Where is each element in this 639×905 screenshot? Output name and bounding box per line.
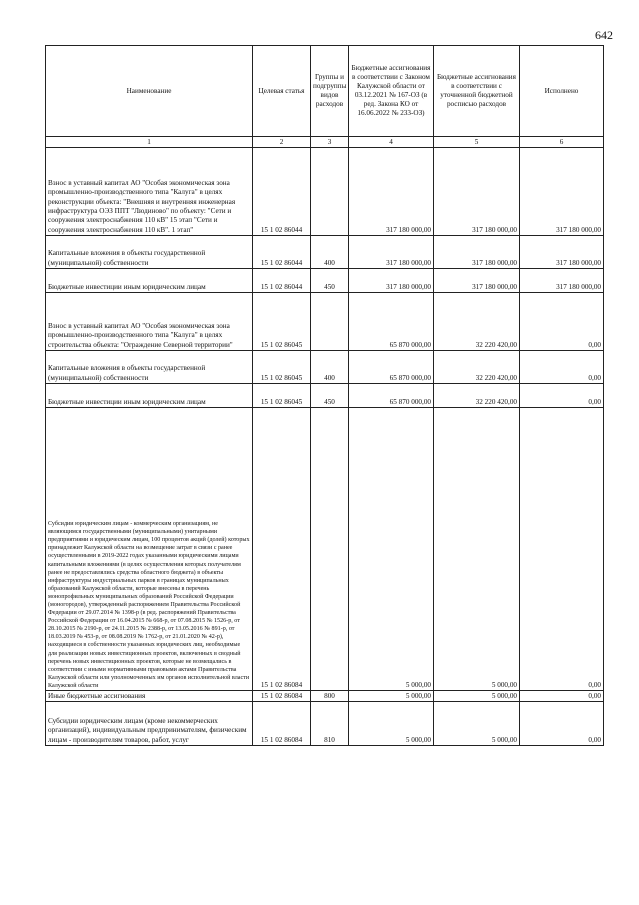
row-refined: 317 180 000,00: [434, 269, 520, 293]
row-executed: 0,00: [520, 691, 604, 702]
row-code: 15 1 02 86084: [253, 702, 311, 746]
table-row: [46, 384, 604, 408]
column-number: 6: [520, 137, 604, 148]
column-number: 4: [349, 137, 434, 148]
header-row: [46, 46, 604, 137]
header-refined: Бюджетные ассигнования в соответствии с уточненной бюджетной росписью расходов: [434, 46, 520, 137]
column-number-row: [46, 137, 604, 148]
row-name: Бюджетные инвестиции иным юридическим лицам: [46, 269, 253, 293]
table-row: [46, 148, 604, 236]
row-refined: 317 180 000,00: [434, 148, 520, 236]
row-code: 15 1 02 86044: [253, 236, 311, 269]
header-name: Наименование: [46, 46, 253, 137]
table-row: [46, 293, 604, 351]
row-code: 15 1 02 86084: [253, 408, 311, 691]
row-code: 15 1 02 86044: [253, 269, 311, 293]
row-executed: 317 180 000,00: [520, 269, 604, 293]
header-law: Бюджетные ассигнования в соответствии с Законом Калужской области от 03.12.2021 № 167-ОЗ (в ред. Закона КО от 16.06.2022 № 233-ОЗ): [349, 46, 434, 137]
row-group: 450: [311, 384, 349, 408]
row-group: 450: [311, 269, 349, 293]
budget-table: [45, 45, 604, 746]
row-group: 800: [311, 691, 349, 702]
table-row: [46, 702, 604, 746]
row-group: [311, 408, 349, 691]
table-row: [46, 236, 604, 269]
row-executed: 0,00: [520, 702, 604, 746]
row-refined: 5 000,00: [434, 702, 520, 746]
row-name: Капитальные вложения в объекты государственной (муниципальной) собственности: [46, 351, 253, 384]
row-refined: 32 220 420,00: [434, 293, 520, 351]
column-number: 2: [253, 137, 311, 148]
row-executed: 0,00: [520, 351, 604, 384]
row-name: Взнос в уставный капитал АО "Особая экономическая зона промышленно-производственного типа "Калуга" в целях строительства объекта: "Ограждение Северной территории": [46, 293, 253, 351]
row-code: 15 1 02 86045: [253, 293, 311, 351]
row-group: 400: [311, 351, 349, 384]
header-target: Целевая статья: [253, 46, 311, 137]
header-executed: Исполнено: [520, 46, 604, 137]
row-law: 317 180 000,00: [349, 148, 434, 236]
row-executed: 0,00: [520, 384, 604, 408]
row-name: Субсидии юридическим лицам (кроме некоммерческих организаций), индивидуальным предпринимателям, физическим лицам - производителям товаров, работ, услуг: [46, 702, 253, 746]
column-number: 3: [311, 137, 349, 148]
row-code: 15 1 02 86084: [253, 691, 311, 702]
row-law: 65 870 000,00: [349, 293, 434, 351]
row-refined: 5 000,00: [434, 408, 520, 691]
row-name: Капитальные вложения в объекты государственной (муниципальной) собственности: [46, 236, 253, 269]
row-group: [311, 148, 349, 236]
row-law: 5 000,00: [349, 702, 434, 746]
table-row: [46, 408, 604, 691]
row-refined: 32 220 420,00: [434, 351, 520, 384]
column-number: 1: [46, 137, 253, 148]
row-law: 317 180 000,00: [349, 269, 434, 293]
row-code: 15 1 02 86045: [253, 351, 311, 384]
row-executed: 317 180 000,00: [520, 236, 604, 269]
table-row: [46, 269, 604, 293]
row-name: Иные бюджетные ассигнования: [46, 691, 253, 702]
row-refined: 32 220 420,00: [434, 384, 520, 408]
row-law: 317 180 000,00: [349, 236, 434, 269]
row-code: 15 1 02 86044: [253, 148, 311, 236]
row-law: 5 000,00: [349, 408, 434, 691]
row-refined: 317 180 000,00: [434, 236, 520, 269]
column-number: 5: [434, 137, 520, 148]
row-name: Субсидии юридическим лицам - коммерческим организациям, не являющимся государственными (муниципальными) унитарными предприятиями и юридическим лицам, 100 процентов акций (долей) которых принадлежит Калужской области на возмещение затрат в связи с ранее осуществленными в 2019-2022 годах указанными юридическими лицами капитальными вложениями (в целях осуществления которых получателям ранее не предоставлялись средства областного бюджета) в объекты инфраструктуры индустриальных парков в границах муниципальных образований Калужской области, которые внесены в перечень монопрофильных муниципальных образований Российской Федерации (моногородов), утвержденный распоряжением Правительства Российской Федерации от 29.07.2014 № 1398-р (в ред. распоряжений Правительства Российской Федерации от 16.04.2015 № 668-р, от 07.08.2015 № 1526-р, от 28.10.2015 № 2190-р, от 24.11.2015 № 2388-р, от 13.05.2016 № 891-р, от 18.03.2019 № 453-р, от 08.08.2019 № 1762-р, от 21.01.2020 № 42-р), находящиеся в собственности указанных юридических лиц, необходимые для реализации новых инвестиционных проектов, включенных в сводный перечень новых инвестиционных проектов, которые не возмещались в соответствии с иными нормативными правовыми актами Правительства Калужской области или уполномоченных им органов исполнительной власти Калужской области: [46, 408, 253, 691]
row-group: [311, 293, 349, 351]
row-group: 400: [311, 236, 349, 269]
row-executed: 317 180 000,00: [520, 148, 604, 236]
row-executed: 0,00: [520, 293, 604, 351]
row-name: Бюджетные инвестиции иным юридическим лицам: [46, 384, 253, 408]
table-row: [46, 351, 604, 384]
table-row: [46, 691, 604, 702]
row-executed: 0,00: [520, 408, 604, 691]
row-code: 15 1 02 86045: [253, 384, 311, 408]
page-number: 642: [595, 28, 613, 42]
row-law: 5 000,00: [349, 691, 434, 702]
row-name: Взнос в уставный капитал АО "Особая экономическая зона промышленно-производственного типа "Калуга" в целях реконструкции объекта: "Внешняя и внутренняя инженерная инфраструктура ОЭЗ ППТ "Людиново" по объекту: "Сети и сооружения электроснабжения 110 кВ" 15 этап "Сети и сооружения электроснабжения 110 кВ". 1 этап": [46, 148, 253, 236]
header-groups: Группы и подгруппы видов расходов: [311, 46, 349, 137]
row-refined: 5 000,00: [434, 691, 520, 702]
row-law: 65 870 000,00: [349, 384, 434, 408]
row-law: 65 870 000,00: [349, 351, 434, 384]
row-group: 810: [311, 702, 349, 746]
